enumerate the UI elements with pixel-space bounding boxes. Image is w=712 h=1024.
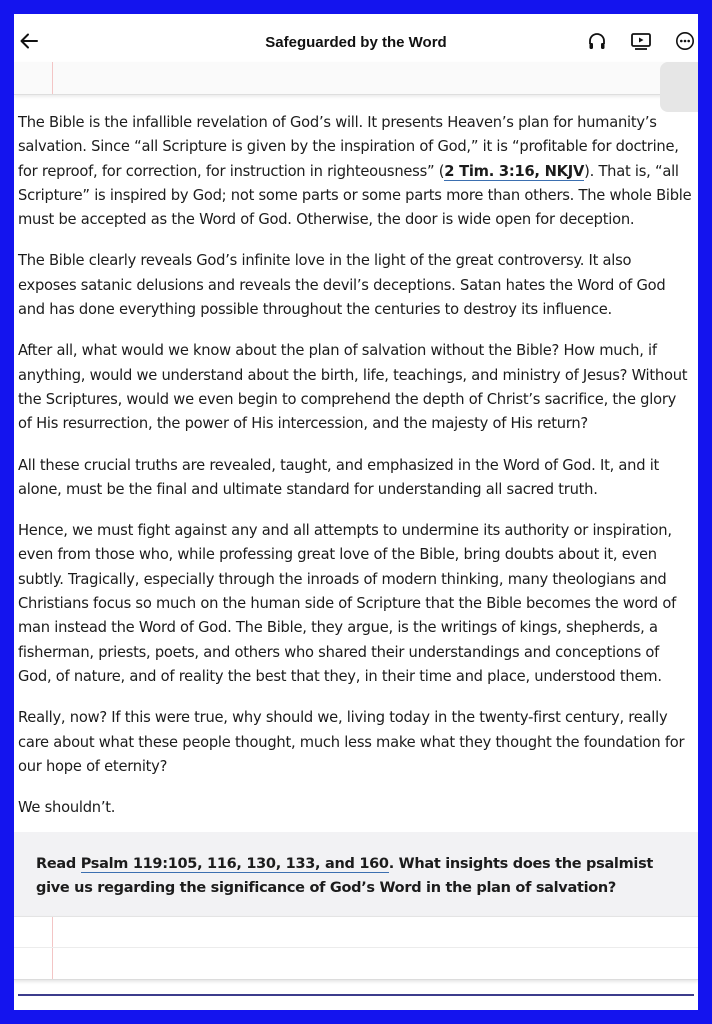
bottom-divider: [18, 994, 694, 996]
side-panel-tab[interactable]: [660, 62, 698, 112]
question-text: Read Psalm 119:105, 116, 130, 133, and 160. What insights does the psalmist give us regarding the significance of God’s Word in the plan of salvation?: [36, 856, 654, 896]
margin-line: [52, 917, 53, 979]
headphones-icon[interactable]: [586, 30, 608, 52]
video-play-icon[interactable]: [630, 30, 652, 52]
paragraph: Hence, we must fight against any and all attempts to undermine its authority or inspiration, even from those who, while professing great love of the Bible, bring doubts about it, even subtly. Tragically, especially through the inroads of modern thinking, many theologians and Christians focus so much on the human side of Scripture that the Bible becomes the word of man instead the Word of God. The Bible, they argue, is the writings of kings, shepherds, a fisherman, priests, poets, and others who shared their understandings and conceptions of God, of nature, and of reality the best that they, in their time and place, understood them.: [18, 522, 677, 685]
answer-notes-field[interactable]: [14, 916, 698, 980]
ruled-line: [14, 947, 698, 948]
margin-line: [52, 62, 53, 94]
paragraph: Really, now? If this were true, why should we, living today in the twenty-first century, really care about what these people thought, much less make what they thought the foundation for our hope of eternity?: [18, 709, 685, 775]
notes-area-top[interactable]: [14, 62, 698, 95]
page-title: Safeguarded by the Word: [265, 33, 447, 51]
reader-page: [14, 14, 698, 1010]
toolbar-icons: [586, 30, 696, 52]
scripture-reference-link[interactable]: 2 Tim. 3:16, NKJV: [444, 162, 585, 180]
paragraph: We shouldn’t.: [18, 799, 116, 817]
scripture-reference-link[interactable]: Psalm 119:105, 116, 130, 133, and 160: [80, 856, 389, 872]
paragraph: The Bible clearly reveals God’s infinite love in the light of the great controversy. It also exposes satanic delusions and reveals the devil’s deceptions. Satan hates the Word of God and has done everything possible throughout the centuries to destroy its influence.: [18, 252, 666, 319]
lesson-content: [18, 111, 694, 837]
back-arrow-icon[interactable]: [18, 30, 40, 52]
paragraph: The Bible is the infallible revelation of God’s will. It presents Heaven’s plan for humanity’s salvation. Since “all Scripture is given by the inspiration of God,” it is “profitable for doctrine, for reproof, for correction, for instruction in righteousness” (2 Tim. 3:16, NKJV). That is, “all Scripture” is inspired by God; not some parts or some parts more than others. The whole Bible must be accepted as the Word of God. Otherwise, the door is wide open for deception.: [18, 114, 692, 229]
paragraph: All these crucial truths are revealed, taught, and emphasized in the Word of God. It, and it alone, must be the final and ultimate standard for understanding all sacred truth.: [18, 456, 660, 498]
study-question: [14, 832, 698, 916]
more-options-icon[interactable]: [674, 30, 696, 52]
paragraph: After all, what would we know about the plan of salvation without the Bible? How much, if anything, would we understand about the birth, life, teachings, and ministry of Jesus? Without the Scriptures, would we even begin to comprehend the depth of Christ’s sacrifice, the glory of His resurrection, the power of His intercession, and the majesty of His return?: [18, 342, 688, 433]
